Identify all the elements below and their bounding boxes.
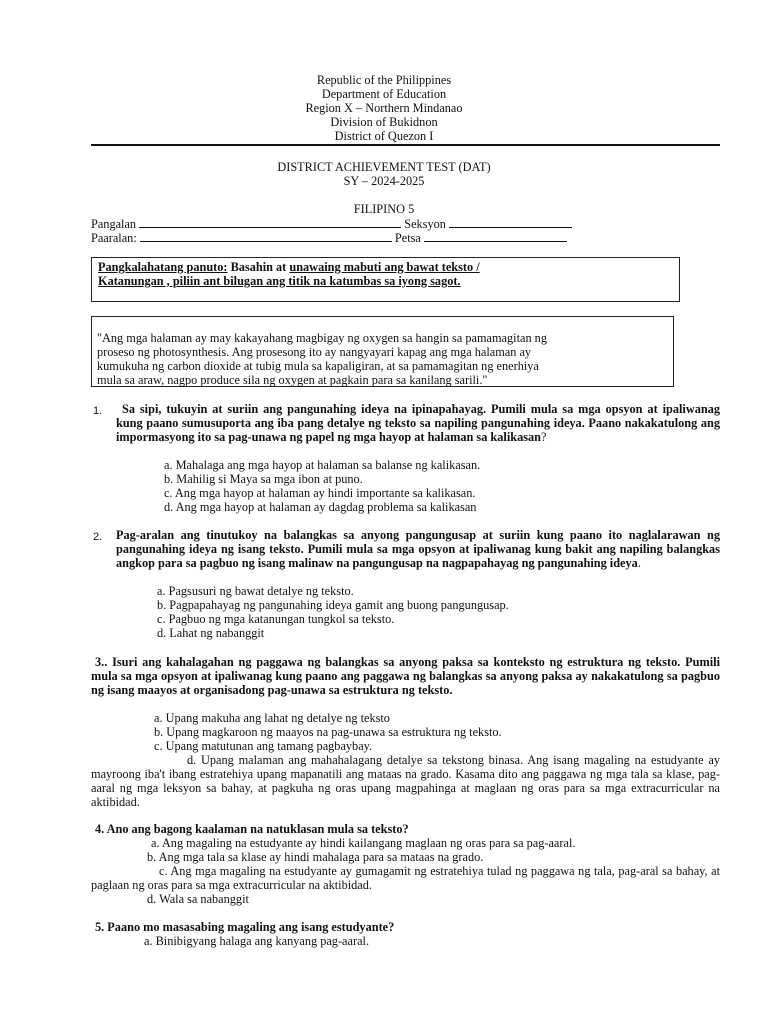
name-field[interactable] (139, 216, 401, 228)
q2-option-c[interactable]: c. Pagbuo ng mga katanungan tungkol sa teksto. (157, 612, 395, 626)
q1-option-d[interactable]: d. Ang mga hayop at halaman ay dagdag problema sa kalikasan (164, 500, 477, 514)
q3-option-d[interactable]: d. Upang malaman ang mahahalagang detalye sa tekstong binasa. (187, 753, 524, 767)
q1-stem-text: Sa sipi, tukuyin at suriin ang pangunahing ideya na ipinapahayag. Pumili mula sa mga opsyon at ipaliwanag kung paano sumusuporta ang iba pang detalye ng teksto sa napiling pangunahing ideya. Paano nakakatulong ang impormasyong ito sa pag-unawa ng papel ng mga hayop at halaman sa kalikasan (116, 402, 720, 444)
q3-option-b[interactable]: b. Upang magkaroon ng maayos na pag-unawa sa estruktura ng teksto. (154, 725, 502, 739)
q1-stem (116, 402, 720, 444)
school-date-row (91, 230, 731, 245)
header-division: Division of Bukidnon (330, 115, 438, 129)
q3-paragraph: Ang isang magaling na estudyante ay mayroong iba't ibang estratehiya upang mapanatili ang mataas na grado. Kasama dito ang paggawa ng mga tala sa klase, pag-aaral ng mga leksyon sa bahay, at pagkuha ng oras upang magpahinga at maglaan ng oras para sa mga extracurricular na aktibidad. (91, 753, 720, 809)
q1-option-a[interactable]: a. Mahalaga ang mga hayop at halaman sa balanse ng kalikasan. (164, 458, 481, 472)
section-label: Seksyon (404, 217, 446, 231)
passage-line4: mula sa araw, nagpo produce sila ng oxygen at pagkain para sa kanilang sarili." (97, 373, 488, 387)
name-section-row (91, 216, 731, 231)
q3-option-d-and-paragraph (91, 753, 720, 809)
instructions-box (91, 257, 680, 302)
instructions-line2: Katanungan , piliin ant bilugan ang titik na katumbas sa iyong sagot. (98, 274, 461, 288)
q4-option-c[interactable]: c. Ang mga magaling na estudyante ay gumagamit ng estratehiya tulad ng paggawa ng tala, pag-aral sa bahay, at paglaan ng oras para sa mga extracurricular na aktibidad. (91, 864, 720, 892)
q2-option-b[interactable]: b. Pagpapahayag ng pangunahing ideya gamit ang buong pangungusap. (157, 598, 509, 612)
q2-stem (116, 528, 720, 570)
school-field[interactable] (140, 230, 392, 242)
section-field[interactable] (449, 216, 572, 228)
instructions-text-b: unawaing mabuti ang bawat teksto / (289, 260, 480, 274)
q3-stem: 3.. Isuri ang kahalagahan ng paggawa ng balangkas sa anyong paksa sa konteksto ng estruktura ng teksto. Pumili mula sa mga opsyon at ipaliwanag kung paano ang paggawa ng balangkas sa anyong paksa ay nakakatulong sa pagbuo ng isang maayos at organisadong pag-unawa sa estruktura ng teksto. (91, 655, 720, 697)
q5-option-a[interactable]: a. Binibigyang halaga ang kanyang pag-aaral. (144, 934, 370, 948)
q4-option-a[interactable]: a. Ang magaling na estudyante ay hindi kailangang maglaan ng oras para sa pag-aaral. (151, 836, 576, 850)
q2-stem-text: Pag-aralan ang tinutukoy na balangkas sa anyong pangungusap at suriin kung paano ito naglalarawan ng pangunahing ideya ng isang teksto. Pumili mula sa mga opsyon at ipaliwanag kung bakit ang napiling balangkas angkop para sa pagbuo ng isang malinaw na pangungusap na nagpapahayag ng pangunahing ideya (116, 528, 720, 570)
q4-stem: 4. Ano ang bagong kaalaman na natuklasan mula sa teksto? (95, 822, 409, 836)
school-year: SY – 2024-2025 (343, 174, 425, 188)
school-label: Paaralan: (91, 231, 137, 245)
date-field[interactable] (424, 230, 567, 242)
q2-stem-end: . (637, 556, 641, 570)
name-label: Pangalan (91, 217, 137, 231)
passage-line2: proseso ng photosynthesis. Ang prosesong ito ay nangyayari kapag ang mga halaman ay (97, 345, 532, 359)
instructions-text-a: Basahin at (230, 260, 290, 274)
q4-option-b[interactable]: b. Ang mga tala sa klase ay hindi mahalaga para sa mataas na grado. (147, 850, 484, 864)
passage-line1: "Ang mga halaman ay may kakayahang magbigay ng oxygen sa hangin sa pamamagitan ng (97, 331, 547, 345)
header-region: Region X – Northern Mindanao (305, 101, 463, 115)
header-republic: Republic of the Philippines (316, 73, 452, 87)
test-title: DISTRICT ACHIEVEMENT TEST (DAT) (277, 160, 491, 174)
subject-title: FILIPINO 5 (353, 202, 415, 216)
date-label: Petsa (394, 231, 421, 245)
header-divider (91, 144, 720, 146)
q3-option-a[interactable]: a. Upang makuha ang lahat ng detalye ng teksto (154, 711, 390, 725)
instructions-label: Pangkalahatang panuto: (98, 260, 228, 274)
q1-option-b[interactable]: b. Mahilig si Maya sa mga ibon at puno. (164, 472, 363, 486)
header-department: Department of Education (321, 87, 447, 101)
q5-stem: 5. Paano mo masasabing magaling ang isang estudyante? (95, 920, 395, 934)
q2-option-a[interactable]: a. Pagsusuri ng bawat detalye ng teksto. (157, 584, 354, 598)
q1-option-c[interactable]: c. Ang mga hayop at halaman ay hindi importante sa kalikasan. (164, 486, 476, 500)
passage-line3: kumukuha ng carbon dioxide at tubig mula sa kapaligiran, at sa pamamagitan ng enerhiya (97, 359, 539, 373)
q1-stem-end: ? (541, 430, 547, 444)
q2-option-d[interactable]: d. Lahat ng nabanggit (157, 626, 265, 640)
instructions-line1 (98, 260, 673, 274)
passage-box (91, 316, 674, 387)
q4-option-d[interactable]: d. Wala sa nabanggit (147, 892, 249, 906)
q3-option-c[interactable]: c. Upang matutunan ang tamang pagbaybay. (154, 739, 373, 753)
q1-number: 1. (93, 405, 103, 417)
header-district: District of Quezon I (334, 129, 434, 143)
q2-number: 2. (93, 531, 103, 543)
